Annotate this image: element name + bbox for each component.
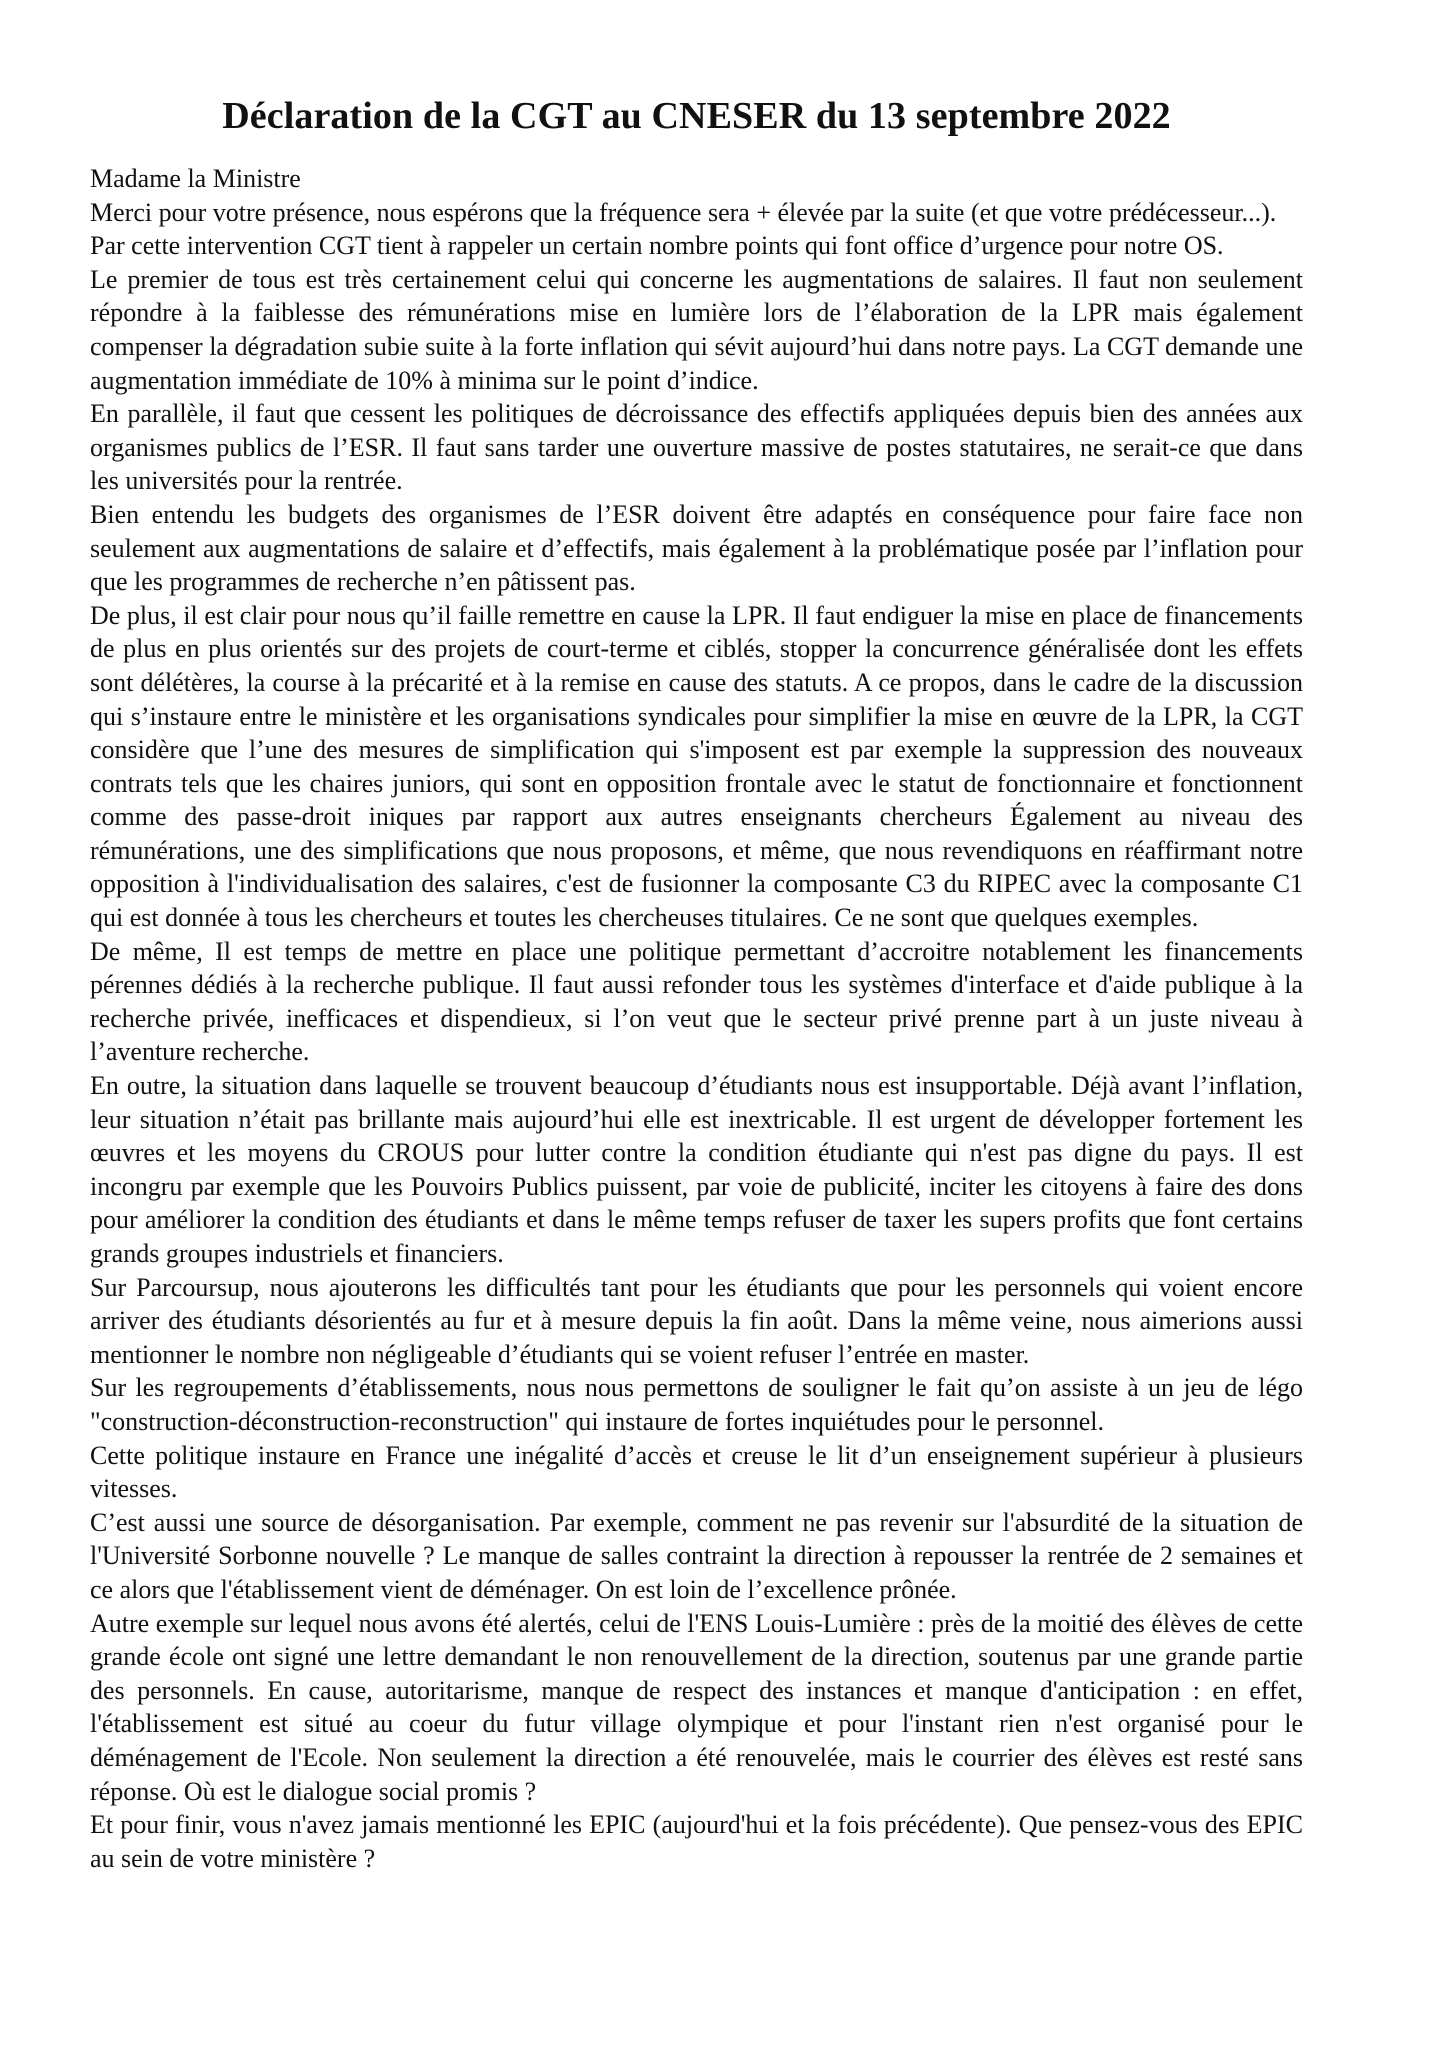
paragraph-parcoursup: Sur Parcoursup, nous ajouterons les difficultés tant pour les étudiants que pour les personnels qui voient encore arriver des étudiants désorientés au fur et à mesure depuis la fin août. Dans la même veine, nous aimerions aussi mentionner le nombre non négligeable d’étudiants qui se voient refuser l’entrée en master. bbox=[90, 1272, 1303, 1369]
paragraph-staffing: En parallèle, il faut que cessent les politiques de décroissance des effectifs appliquées depuis bien des années aux organismes publics de l’ESR. Il faut sans tarder une ouverture massive de postes statutaires, ne serait-ce que dans les universités pour la rentrée. bbox=[90, 399, 1303, 496]
paragraph-salaries: Le premier de tous est très certainement celui qui concerne les augmentations de salaires. Il faut non seulement répondre à la faiblesse des rémunérations mise en lumière lors de l’élaboration de la LPR mais également compenser la dégradation subie suite à la forte inflation qui sévit aujourd’hui dans notre pays. La CGT demande une augmentation immédiate de 10% à minima sur le point d’indice. bbox=[90, 264, 1303, 395]
paragraph-inequality: Cette politique instaure en France une inégalité d’accès et creuse le lit d’un enseignement supérieur à plusieurs vitesses. bbox=[90, 1440, 1303, 1504]
paragraph-regroupements: Sur les regroupements d’établissements, nous nous permettons de souligner le fait qu’on assiste à un jeu de légo "construction-déconstruction-reconstruction" qui instaure de fortes inquiétudes pour le personnel. bbox=[90, 1373, 1303, 1436]
paragraph-students: En outre, la situation dans laquelle se trouvent beaucoup d’étudiants nous est insupportable. Déjà avant l’inflation, leur situation n’était pas brillante mais aujourd’hui elle est inextricable. Il est urgent de développer fortement les œuvres et les moyens du CROUS pour lutter contre la condition étudiante qui n'est pas digne du pays. Il est incongru par exemple que les Pouvoirs Publics puissent, par voie de publicité, inciter les citoyens à faire des dons pour améliorer la condition des étudiants et dans le même temps refuser de taxer les supers profits que font certains grands groupes industriels et financiers. bbox=[90, 1071, 1303, 1268]
paragraph-public-research: De même, Il est temps de mettre en place une politique permettant d’accroitre notablement les financements pérennes dédiés à la recherche publique. Il faut aussi refonder tous les systèmes d'interface et d'aide publique à la recherche privée, inefficaces et dispendieux, si l’on veut que le secteur privé prenne part à un juste niveau à l’aventure recherche. bbox=[90, 936, 1303, 1067]
document-body bbox=[90, 162, 1303, 1875]
paragraph-ens-louis-lumiere: Autre exemple sur lequel nous avons été alertés, celui de l'ENS Louis-Lumière : près de la moitié des élèves de cette grande école ont signé une lettre demandant le non renouvellement de la direction, soutenus par une grande partie des personnels. En cause, autoritarisme, manque de respect des instances et manque d'anticipation : en effet, l'établissement est situé au coeur du futur village olympique et pour l'instant rien n'est organisé pour le déménagement de l'Ecole. Non seulement la direction a été renouvelée, mais le courrier des élèves est resté sans réponse. Où est le dialogue social promis ? bbox=[90, 1608, 1303, 1806]
document-title: Déclaration de la CGT au CNESER du 13 septembre 2022 bbox=[222, 95, 1171, 137]
paragraph-budgets: Bien entendu les budgets des organismes de l’ESR doivent être adaptés en conséquence pour faire face non seulement aux augmentations de salaire et d’effectifs, mais également à la problématique posée par l’inflation pour que les programmes de recherche n’en pâtissent pas. bbox=[90, 499, 1303, 597]
paragraph-sorbonne: C’est aussi une source de désorganisation. Par exemple, comment ne pas revenir sur l'absurdité de la situation de l'Université Sorbonne nouvelle ? Le manque de salles contraint la direction à repousser la rentrée de 2 semaines et ce alors que l'établissement vient de déménager. On est loin de l’excellence prônée. bbox=[90, 1507, 1303, 1604]
paragraph-intro: Par cette intervention CGT tient à rappeler un certain nombre points qui font office d’urgence pour notre OS. bbox=[90, 231, 1224, 261]
paragraph-lpr: De plus, il est clair pour nous qu’il faille remettre en cause la LPR. Il faut endiguer la mise en place de financements de plus en plus orientés sur des projets de court-terme et ciblés, stopper la concurrence généralisée dont les effets sont délétères, la course à la précarité et à la remise en cause des statuts. A ce propos, dans le cadre de la discussion qui s’instaure entre le ministère et les organisations syndicales pour simplifier la mise en œuvre de la LPR, la CGT considère que l’une des mesures de simplification qui s'imposent est par exemple la suppression des nouveaux contrats tels que les chaires juniors, qui sont en opposition frontale avec le statut de fonctionnaire et fonctionnent comme des passe-droit iniques par rapport aux autres enseignants chercheurs Également au niveau des rémunérations, une des simplifications que nous proposons, et même, que nous revendiquons en réaffirmant notre opposition à l'individualisation des salaires, c'est de fusionner la composante C3 du RIPEC avec la composante C1 qui est donnée à tous les chercheurs et toutes les chercheuses titulaires. Ce ne sont que quelques exemples. bbox=[90, 600, 1303, 933]
paragraph-thanks: Merci pour votre présence, nous espérons que la fréquence sera + élevée par la suite (et que votre prédécesseur...). bbox=[90, 197, 1277, 227]
paragraph-epic: Et pour finir, vous n'avez jamais mentionné les EPIC (aujourd'hui et la fois précédente). Que pensez-vous des EPIC au sein de votre ministère ? bbox=[90, 1810, 1303, 1873]
salutation: Madame la Ministre bbox=[90, 164, 301, 193]
